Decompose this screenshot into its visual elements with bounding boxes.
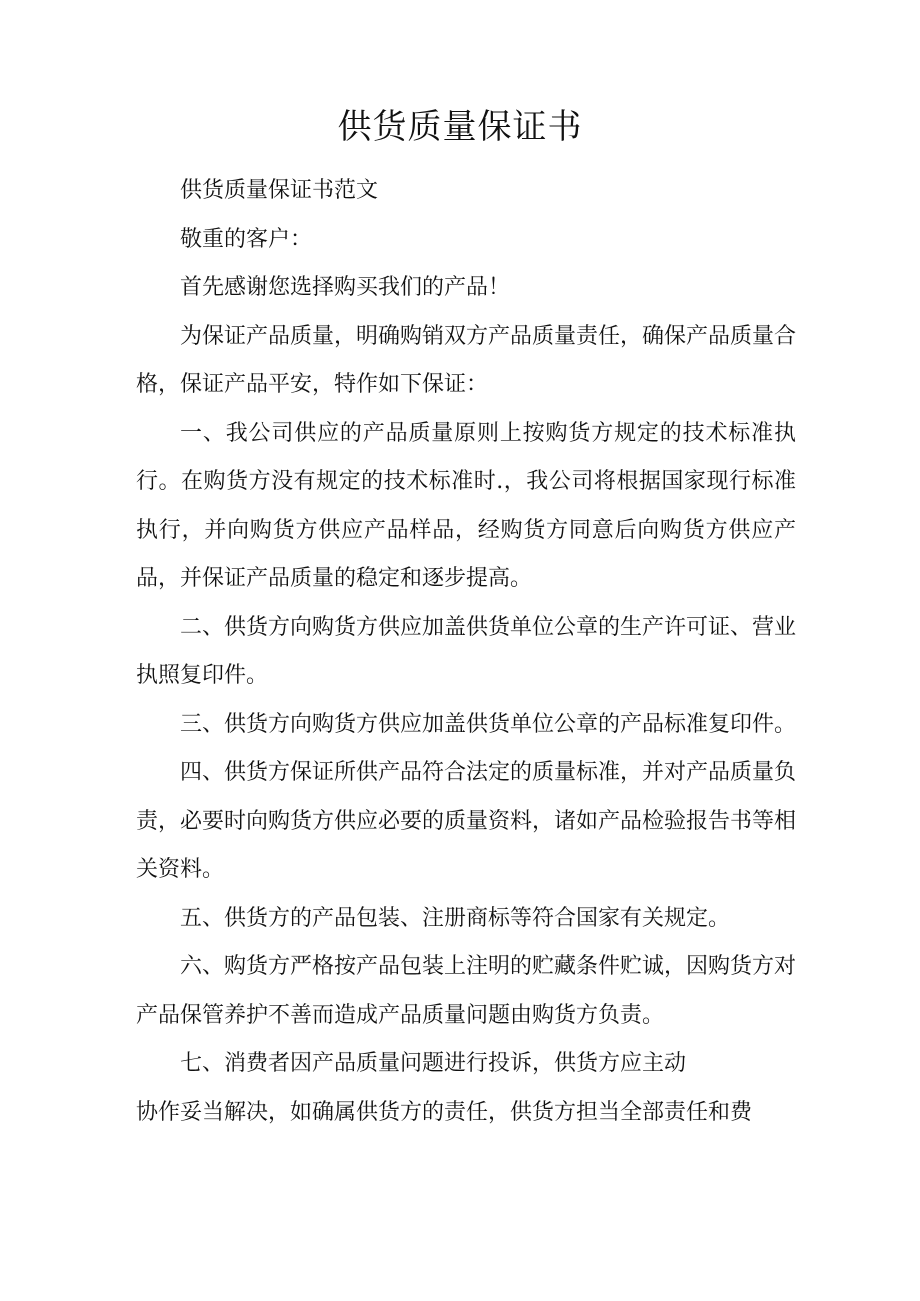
paragraph-intro: 为保证产品质量，明确购销双方产品质量责任，确保产品质量合格，保证产品平安，特作如下保证： xyxy=(136,323,797,397)
paragraph-subtitle: 供货质量保证书范文 xyxy=(180,178,379,203)
paragraph-clause-1: 一、我公司供应的产品质量原则上按购货方规定的技术标准执行。在购货方没有规定的技术标准时.，我公司将根据国家现行标准执行，并向购货方供应产品样品，经购货方同意后向购货方供应产品，并保证产品质量的稳定和逐步提高。 xyxy=(136,420,796,591)
paragraph-thanks: 首先感谢您选择购买我们的产品！ xyxy=(180,275,511,300)
paragraph-clause-5: 五、供货方的产品包装、注册商标等符合国家有关规定。 xyxy=(180,905,731,931)
paragraph-clause-4: 四、供货方保证所供产品符合法定的质量标准，并对产品质量负责，必要时向购货方供应必要的质量资料，诸如产品检验报告书等相关资料。 xyxy=(136,760,797,882)
paragraph-clause-3: 三、供货方向购货方供应加盖供货单位公章的产品标准复印件。 xyxy=(180,711,797,737)
paragraph-clause-7-line-2: 协作妥当解决，如确属供货方的责任，供货方担当全部责任和费 xyxy=(136,1099,753,1125)
document-title: 供货质量保证书 xyxy=(337,107,583,147)
paragraph-clause-2: 二、供货方向购货方供应加盖供货单位公章的生产许可证、营业执照复印件。 xyxy=(136,614,797,688)
paragraph-clause-6: 六、购货方严格按产品包装上注明的贮藏条件贮诚，因购货方对产品保管养护不善而造成产品质量问题由购货方负责。 xyxy=(136,954,797,1028)
paragraph-clause-7 xyxy=(136,1040,796,1137)
paragraph-clause-7-line-1: 七、消费者因产品质量问题进行投诉，供货方应主动 xyxy=(180,1051,687,1076)
document-body xyxy=(136,167,796,1137)
paragraph-salutation: 敬重的客户： xyxy=(180,226,313,252)
